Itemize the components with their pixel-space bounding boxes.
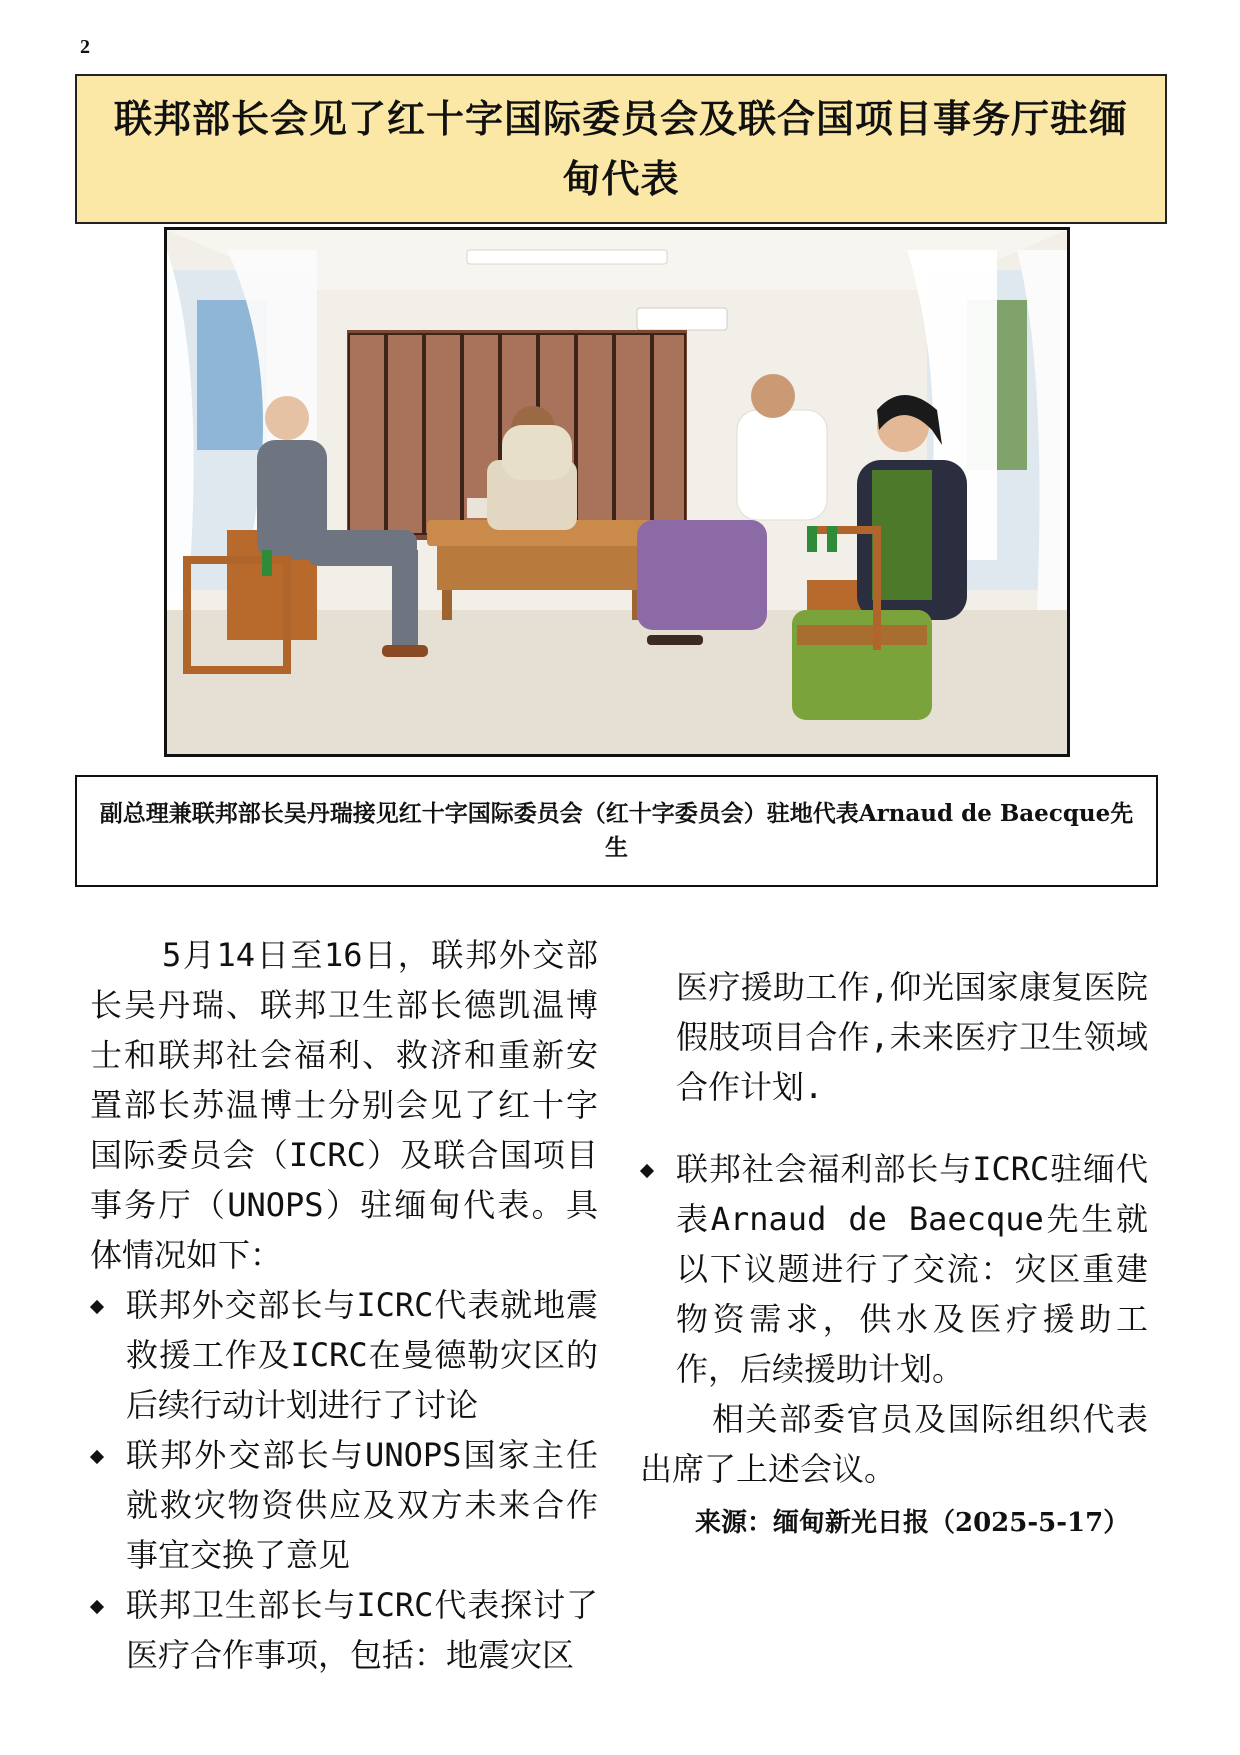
list-item-text: 联邦外交部长与ICRC代表就地震救援工作及ICRC在曼德勒灾区的后续行动计划进行了讨论 <box>126 1286 598 1424</box>
article-closing: 相关部委官员及国际组织代表出席了上述会议。 <box>640 1400 1148 1488</box>
news-photo <box>164 227 1070 757</box>
list-item-text: 联邦社会福利部长与ICRC驻缅代表Arnaud de Baecque先生就以下议题进行了交流：灾区重建物资需求，供水及医疗援助工作，后续援助计划。 <box>676 1150 1148 1388</box>
list-item-text: 联邦卫生部长与ICRC代表探讨了医疗合作事项，包括：地震灾区 <box>126 1586 598 1674</box>
headline: 联邦部长会见了红十字国际委员会及联合国项目事务厅驻缅甸代表 <box>113 96 1128 201</box>
bullet-list <box>90 1280 598 1680</box>
column-right <box>640 930 1148 1494</box>
list-item <box>90 1580 598 1680</box>
diamond-bullet-icon <box>90 1450 104 1464</box>
diamond-bullet-icon <box>90 1300 104 1314</box>
bullet-list-right <box>640 1144 1148 1394</box>
headline-box <box>75 74 1167 224</box>
list-item-text: 联邦外交部长与UNOPS国家主任就救灾物资供应及双方未来合作事宜交换了意见 <box>126 1436 598 1574</box>
photo-caption: 副总理兼联邦部长吴丹瑞接见红十字国际委员会（红十字委员会）驻地代表Arnaud de Baecque先生 <box>99 800 1134 861</box>
column-left <box>90 930 598 1680</box>
list-item <box>90 1430 598 1580</box>
page-number: 2 <box>80 36 90 58</box>
bullet-continuation: 医疗援助工作,仰光国家康复医院假肢项目合作,未来医疗卫生领域合作计划. <box>676 968 1148 1106</box>
source-citation: 来源：缅甸新光日报（2025-5-17） <box>695 1508 1130 1538</box>
diamond-bullet-icon <box>90 1600 104 1614</box>
meeting-room-photo <box>167 230 1067 754</box>
list-item <box>640 1144 1148 1394</box>
list-item <box>90 1280 598 1430</box>
diamond-bullet-icon <box>640 1164 654 1178</box>
article-intro: 5月14日至16日，联邦外交部长吴丹瑞、联邦卫生部长德凯温博士和联邦社会福利、救济和重新安置部长苏温博士分别会见了红十字国际委员会（ICRC）及联合国项目事务厅（UNOPS）驻缅甸代表。具体情况如下： <box>90 936 598 1274</box>
photo-caption-box <box>75 775 1158 887</box>
